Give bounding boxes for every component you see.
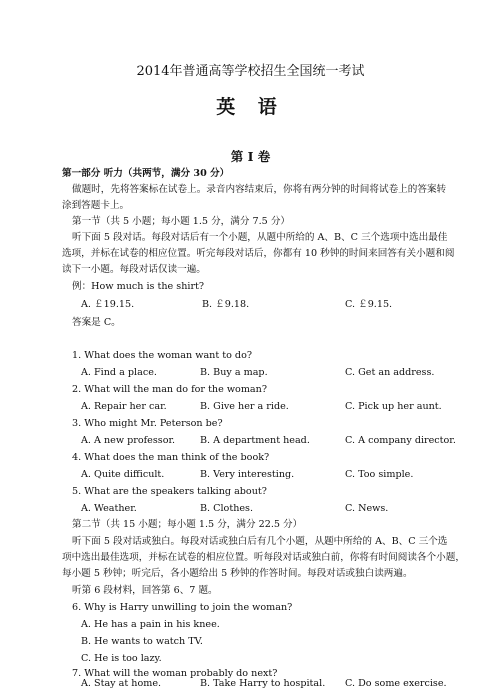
section2-instruction: 每小题 5 秒钟；听完后，各小题给出 5 秒钟的作答时间。每段对话或独白读两遍。 (62, 568, 413, 579)
section2-heading: 第二节（共 15 小题；每小题 1.5 分，满分 22.5 分） (72, 519, 303, 530)
option-a: A. A new professor. (81, 435, 176, 446)
option-c: C. Too simple. (345, 469, 414, 480)
section2-instruction: 项中选出最佳选项，并标在试卷的相应位置。听每段对话或独白前，你将有时间阅读各个小题， (62, 552, 465, 563)
option-a: A. Repair her car. (81, 401, 167, 412)
section1-heading: 第一节（共 5 小题；每小题 1.5 分，满分 7.5 分） (72, 216, 291, 227)
option-b: B. Give her a ride. (200, 401, 289, 412)
option-a: A. Stay at home. (81, 678, 162, 689)
question-text: 5. What are the speakers talking about? (72, 486, 267, 497)
section1-instruction: 选项，并标在试卷的相应位置。听完每段对话后，你都有 10 秒钟的时间来回答有关小题和阅 (62, 248, 455, 259)
question-text: 2. What will the man do for the woman? (72, 384, 267, 395)
option-a: A. He has a pain in his knee. (81, 619, 220, 630)
material-note: 听第 6 段材料，回答第 6、7 题。 (72, 585, 218, 596)
example-answer: 答案是 C。 (72, 317, 121, 328)
example-option-a: A. ￡19.15. (81, 299, 135, 310)
intro-line: 做题时，先将答案标在试卷上。录音内容结束后，你将有两分钟的时间将试卷上的答案转 (72, 184, 447, 195)
question-text: 1. What does the woman want to do? (72, 350, 252, 361)
subject-title: 英 语 (216, 96, 285, 118)
section1-instruction: 听下面 5 段对话。每段对话后有一个小题，从题中所给的 A、B、C 三个选项中选出最佳 (72, 232, 448, 243)
option-c: C. Pick up her aunt. (345, 401, 442, 412)
option-b: B. Clothes. (200, 503, 254, 514)
question-text: 7. What will the woman probably do next? (72, 668, 278, 679)
question-text: 3. Who might Mr. Peterson be? (72, 418, 223, 429)
option-a: A. Quite difficult. (81, 469, 165, 480)
option-a: A. Find a place. (81, 367, 157, 378)
option-b: B. Buy a map. (200, 367, 268, 378)
section1-instruction: 读下一小题。每段对话仅读一遍。 (62, 264, 206, 275)
option-b: B. A department head. (200, 435, 310, 446)
example-option-c: C. ￡9.15. (345, 299, 393, 310)
option-c: C. Get an address. (345, 367, 435, 378)
section2-instruction: 听下面 5 段对话或独白。每段对话或独白后有几个小题，从题中所给的 A、B、C 三个选 (72, 536, 448, 547)
exam-title: 2014年普通高等学校招生全国统一考试 (136, 64, 365, 79)
option-c: C. He is too lazy. (81, 653, 162, 664)
part1-heading: 第一部分 听力（共两节，满分 30 分） (62, 168, 230, 179)
option-c: C. A company director. (345, 435, 456, 446)
intro-line: 涂到答题卡上。 (62, 200, 130, 211)
option-c: C. News. (345, 503, 389, 514)
question-text: 6. Why is Harry unwilling to join the woman? (72, 602, 293, 613)
volume-label: 第 Ⅰ 卷 (230, 149, 271, 164)
example-question: 例：How much is the shirt? (72, 281, 205, 292)
example-option-b: B. ￡9.18. (202, 299, 250, 310)
question-text: 4. What does the man think of the book? (72, 452, 270, 463)
option-a: A. Weather. (81, 503, 137, 514)
option-b: B. Very interesting. (200, 469, 295, 480)
option-c: C. Do some exercise. (345, 678, 447, 689)
option-b: B. He wants to watch TV. (81, 636, 203, 647)
option-b: B. Take Harry to hospital. (200, 678, 326, 689)
